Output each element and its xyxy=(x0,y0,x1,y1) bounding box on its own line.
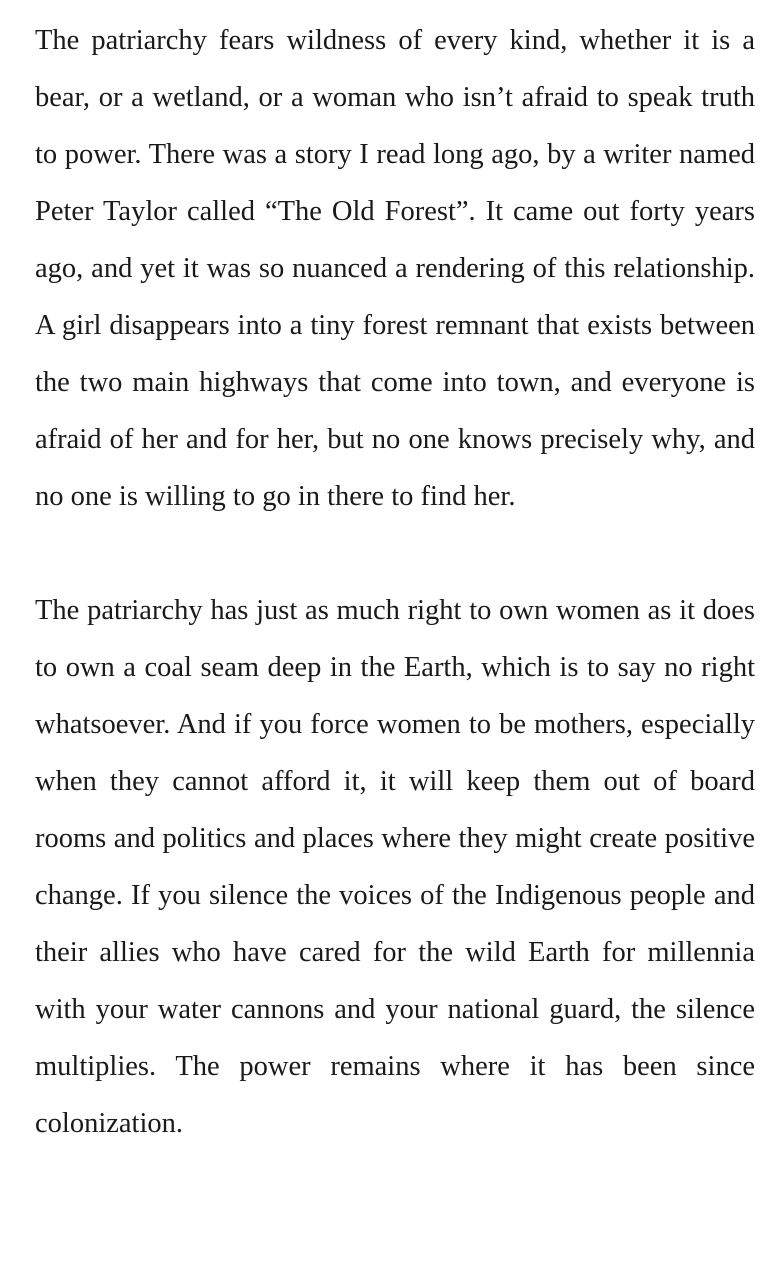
paragraph-2: The patriarchy has just as much right to own women as it does to own a coal seam deep in the Earth, which is to say no right whatsoever. And if you force women to be mothers, especially when they cannot afford it, it will keep them out of board rooms and politics and places where they might create positive change. If you silence the voices of the Indigenous people and their allies who have cared for the wild Earth for millennia with your water cannons and your national guard, the silence multiplies. The power remains where it has been since colonization. xyxy=(35,595,755,1139)
document-page xyxy=(35,12,755,1152)
paragraph-1: The patriarchy fears wildness of every kind, whether it is a bear, or a wetland, or a woman who isn’t afraid to speak truth to power. There was a story I read long ago, by a writer named Peter Taylor called “The Old Forest”. It came out forty years ago, and yet it was so nuanced a rendering of this relationship. A girl disappears into a tiny forest remnant that exists between the two main highways that come into town, and everyone is afraid of her and for her, but no one knows precisely why, and no one is willing to go in there to find her. xyxy=(35,25,755,512)
